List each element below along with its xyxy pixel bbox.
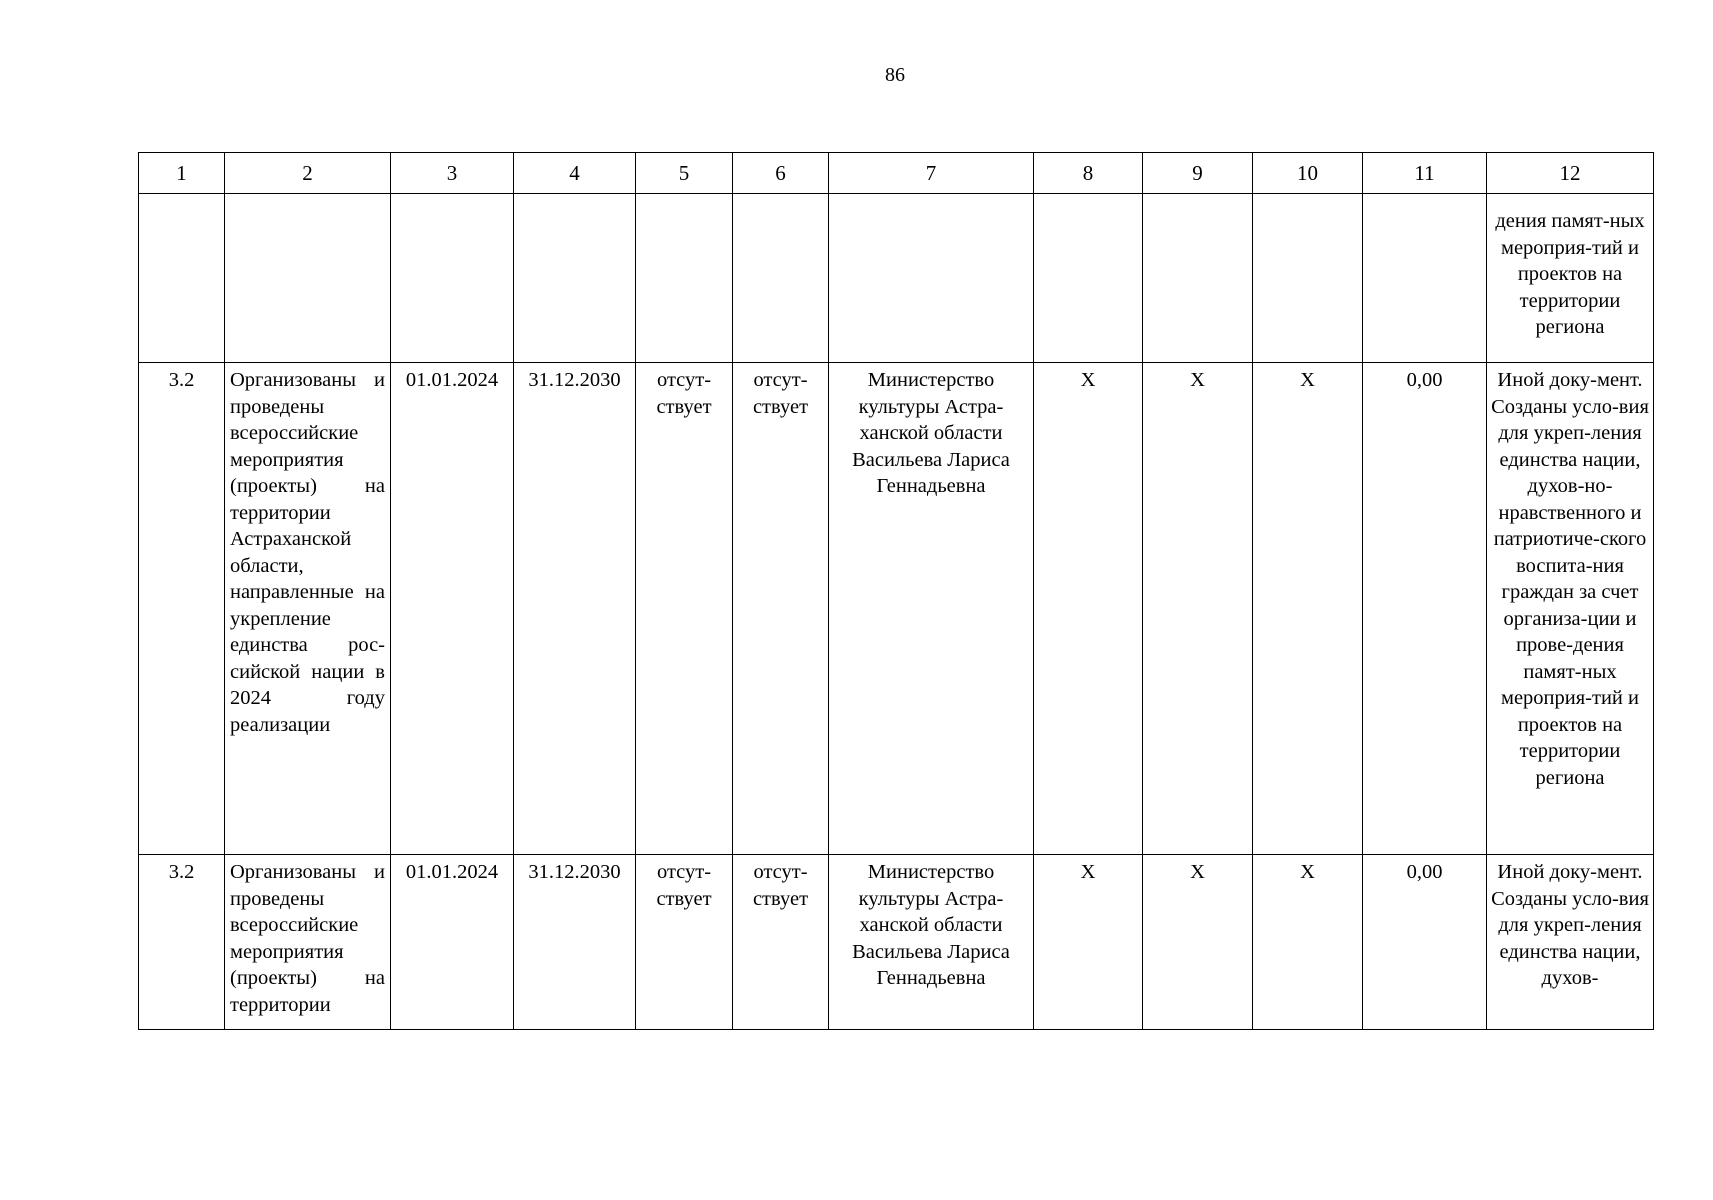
start-date-cell: 01.01.2024 [391,363,514,855]
column-header: 6 [733,153,829,194]
table-cell [1253,194,1363,363]
header-row [139,153,1654,194]
table-cell [733,194,829,363]
column-header: 10 [1253,153,1363,194]
event-name-cell: Организованы и проведены всероссийские мероприятия (проекты) на территории Астраханской области, направленные на укрепление единства рос-сийской нации в 2024 году реализации [225,363,391,855]
table-header [139,153,1654,194]
table-row-continuation [139,194,1654,363]
column-header: 3 [391,153,514,194]
column-header: 4 [514,153,636,194]
column-header: 2 [225,153,391,194]
row-number-cell: 3.2 [139,855,225,1030]
column-header: 7 [829,153,1034,194]
table-row [139,855,1654,1030]
end-date-cell: 31.12.2030 [514,363,636,855]
result-cell: Иной доку-мент. Созданы усло-вия для укреп-ления единства нации, духов- [1487,855,1654,1030]
end-date-cell: 31.12.2030 [514,855,636,1030]
column-header: 12 [1487,153,1654,194]
event-name-cell: Организованы и проведены всероссийские мероприятия (проекты) на территории [225,855,391,1030]
start-date-cell: 01.01.2024 [391,855,514,1030]
funding-cell: 0,00 [1363,855,1487,1030]
table-cell [636,194,733,363]
table-cell [139,194,225,363]
table-cell [1363,194,1487,363]
result-cell: Иной доку-мент. Созданы усло-вия для укреп-ления единства нации, духов-но-нравственного и патриотиче-ского воспита-ния граждан за счет организа-ции и прове-дения памят-ных мероприя-тий и проектов на территории региона [1487,363,1654,855]
column-8-cell: X [1034,363,1143,855]
table-row [139,363,1654,855]
column-header: 11 [1363,153,1487,194]
table-cell [1034,194,1143,363]
result-cell: дения памят-ных мероприя-тий и проектов на территории региона [1487,194,1654,363]
table-cell [225,194,391,363]
plan-table [138,152,1654,1030]
column-8-cell: X [1034,855,1143,1030]
column-9-cell: X [1143,855,1253,1030]
column-9-cell: X [1143,363,1253,855]
column-header: 5 [636,153,733,194]
table-cell [391,194,514,363]
responsible-cell: Министерство культуры Астра-ханской области Васильева Лариса Геннадьевна [829,855,1034,1030]
page-number: 86 [885,64,905,86]
table-cell [1143,194,1253,363]
table-cell [829,194,1034,363]
column-10-cell: X [1253,363,1363,855]
column-header: 1 [139,153,225,194]
funding-cell: 0,00 [1363,363,1487,855]
column-header: 9 [1143,153,1253,194]
column-header: 8 [1034,153,1143,194]
column-10-cell: X [1253,855,1363,1030]
row-number-cell: 3.2 [139,363,225,855]
responsible-cell: Министерство культуры Астра-ханской области Васильева Лариса Геннадьевна [829,363,1034,855]
column-5-cell: отсут-ствует [636,855,733,1030]
table-cell [514,194,636,363]
column-5-cell: отсут-ствует [636,363,733,855]
column-6-cell: отсут-ствует [733,363,829,855]
column-6-cell: отсут-ствует [733,855,829,1030]
